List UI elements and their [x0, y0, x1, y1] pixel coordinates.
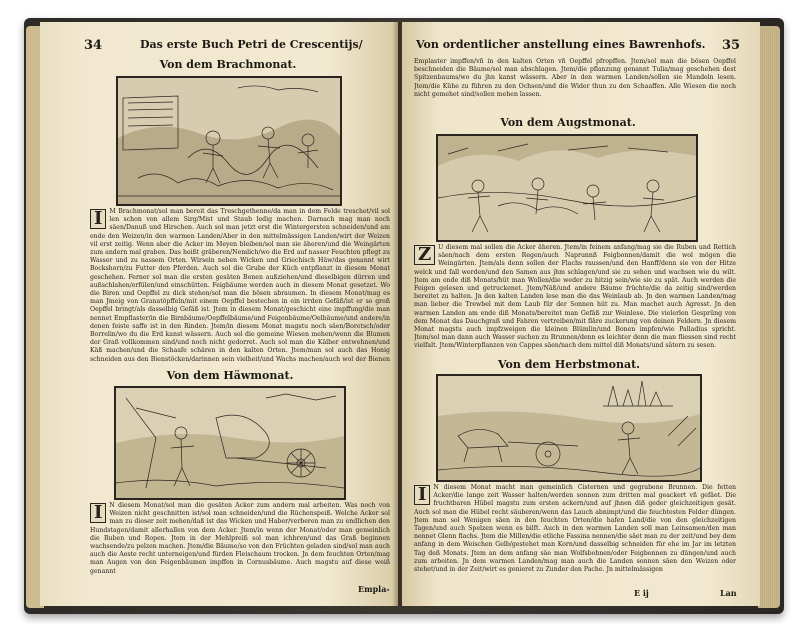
left-running-head: Das erste Buch Petri de Crescentijs/ — [140, 38, 363, 51]
section-title-haewmonat: Von dem Häwmonat. — [166, 369, 294, 382]
section-text-herbstmonat: N diesem Monat macht man gemeinlich Cisternen und gegrabene Brunnen. Die fetten Acker/die lange zeit Wasser halten/werden sonnen zum dritten mal geackert vñ gefäet. Die fruchtbaren Hübel magstu zum ersten ackern/und auf jhnen diß geder gleichzeitigen gesät. Auch sol man die Hübel recht säuberen/wenn das Lauch abnimpt/und die feuchtesten Felder düngen. Jtem man sol Wenigen säen in den feuchten Orten/die hafen Land/die von den gleichzeitigen Tagen/und auch Spelzen wenn es bilft. Auch in den warmen Landen soll man Leinsamen/den man nennet Glenn flachs. Jtem die Millen/die etliche Fassina nennen/die säet man zu der zeit/und bey dem anfang in dem Weischen Gelb/gestehet man Korn/und dasselbig schneiden für ehe im Jar im letzten Tag deß Monats. Jtem an dem anfang säe man Wolfsbohnen/oder Feigbonnen zu düngen/und auch zum arbeiten. Jn dem warmen Landen/mag man auch die Landen sonnen säen den Weizen oder stehet/und in der Zeit/wirt es genieret zu Zunder den Pache. Jn mittelmässigen — [414, 484, 736, 574]
right-intro-text: Emplaster impffen/vñ in den kalten Orten vñ Oepffel pfropffen. Jtem/sol man die bösen Oepffel beschneiden die Bäume/sol man abschlagen. Jtem/die pflanzung genannt Tulia/mag geschehen dest Spitzenbaums/wo du jhn kanst wässern. Aber in den warmen Landen/sollen sie Mandeln lesen. Jtem/die Kühe zu führen zu den Ochsen/und die Wider thun zu den Schaaffen. Alle Wiesen die noch nicht gemehet sind/sollen mehen lassen. — [414, 58, 736, 98]
dropcap-herbstmonat: I — [414, 485, 430, 505]
right-page — [402, 22, 760, 606]
section-body-haewmonat — [90, 502, 390, 586]
section-body-brachmonat — [90, 208, 390, 362]
right-page-number: 35 — [722, 38, 741, 53]
section-text-brachmonat: M Brachmonat/sol man bereit das Treschgethenne/da man in dem Felde treschet/vil sol len schon von allem Sirg/Mist und Staub ledig machen. Darnach mag man noch säen/Danuß und Hirschen. Auch sol man jetzt erst die Wintergersten schneiden/und am ende den Weizen/in den warmen Landen/Aber in den mittelmässigen Landen/wirt der Weizen vil erst zeitig. Wenn aber die Acker im Meyen bleiben/sol man sie äheren/und die Weingärten zum andern mal graben. Das heißt gräberen/Nemlich/wo die Erd auf nasser Feuchten pflegt zu Wasser und zu nassem Orten. Wirseln neben Wicken und Griechisch Häw/das genannt wirt Bockshorn/zu Futter den Pferden. Auch sol die Grube der Küch entpflanzt in diesem Monat geschehen. Ferner sol man die ersten gesäten Bonen außziehen/und dieselbigen dürren und außschlahen/erfülen/und einschütten. Feigbäume werden auch in diesem Monat gesetzet. Wo die Biren und Oepffel zu dick stehen/sol man die bösen abraumen. In diesem Monat/mag es man Jmeig von Granatöpffeln/mit einem Oepffel bestechen in ein irrden Gefäß/ist er so groß Oepffel bringt/als dasselbig Gefäß ist. Jtem in diesem Monat/geschicht eine impffung/die man nennet Empflaster/in die Birnbäume/Oepffelbäume/und Feigenbäume/Oelbäume/und andere/in denen feiste saffe ist in den Rinden. Jtem/in diesem Monat magstu noch säen/Boretsch/oder Borrelin/wo du die Erd kanst wässern. Auch sol die gemeine Wiesen mehen/wenn die Blumen der Graß vollkommen sind/und noch nicht gedorret. Auch sol man die Kälber entwehnen/und Käß machen/und die Schaafe schären in den kalten Orten. Jtem/man sol auch das Honig schneiden aus den Bienstöcken/darinnen sein vielheit/und Wachs machen/auch wol der Bienen — [90, 208, 390, 362]
right-running-head: Von ordentlicher anstellung eines Bawrenhofs. — [416, 38, 706, 51]
section-text-haewmonat: N diesem Monat/sol man die gesäten Acker zum andern mal arbeiten. Was noch von Weizen nicht geschnitten ist/sol man schneiden/und die Rüchenspeiß. Welche Acker sol man zu dieser zeit mehen/daß ist das Wicken und Haber/verberen man zu endlichen den Hundstagen/damit allerhallen von dem Acker. Jtem/in wenn der Monat/oder man gemeinlich die Ruben und Ropen. Jtem in der Mehlpreiß sol man ichbren/und das Graß beginnen wachsende/zu pelzen machen. Jtem/die Bäume/so von den Früchten geladen sind/sol man auch auch die Aeste recht unterneigen/und fürden Fleischaum trocken. Jn dem feuchten Orten/mag man Augen von den Feigenbäumen impffen in Cornusbäume. Auch magstu auf diese weiß genannt — [90, 502, 390, 575]
section-body-augstmonat — [414, 244, 736, 352]
woodcut-illustration-augstmonat — [436, 134, 698, 242]
left-page-number: 34 — [84, 38, 103, 53]
page-edges-right — [758, 26, 780, 608]
woodcut-illustration-herbstmonat — [436, 374, 702, 482]
signature-mark: E ij — [634, 588, 649, 598]
section-text-augstmonat: U diesem mal sollen die Acker äheren. Jtem/in feinem anfang/mag sie die Ruben und Rettich säen/nach dem ersten Regen/auch Naprunnß Feigbonnen/damit die wol mögen die Weingärten. Jtem/als denn sollen der Flachs raussen/und den Hanff/denn sie von der Hitze welck und fall werden/und den Samen aus jhm schlagen/und sie zu sehen und wachsen wie du wilt. Jtem am ende diß Monats/hüt man Wollen/die weder zu hitzig sein/wie sie zu spät. Auch werden die Feigen gelesen und getruckenet. Jtem/Näß/und andere Bäume früchte/die da zeitig sind/werden bereitet zu halten. Jn den kalten Landen lese man die das Weinlaub ab. Jn den warmen Landen/mag man lieber die Trewbel mit dem Laub für der Sonnen hüt zu. Man machet auch Agresst. Jn den warmen Landen am ende diß Monats/bereitet man Gefäß zur Weinlese. Die vielerlen Gesprüng von dem Monat das Dauchgraß und Fahren vertreiben/mit fläre zuckerung von deinen Feldern. Jn diesem Monat magstu auch impfzweigen die kleinen Blümlin/und Bonen impfen/wie Palladius spricht. Jtem/sol man dann auch Wasser suchen zu Brunnen/denn es leichter denn die man fliessen sind recht vielfalt. Jtem/Winterpflanzen von Cappes säen/nach dem mittel diß Monats/und sätern zu sesen. — [414, 244, 736, 350]
left-catchword: Empla- — [358, 584, 390, 594]
section-title-brachmonat: Von dem Brachmonat. — [159, 58, 297, 71]
dropcap-brachmonat: I — [90, 209, 106, 229]
section-body-herbstmonat — [414, 484, 736, 584]
section-title-herbstmonat: Von dem Herbstmonat. — [498, 358, 641, 371]
dropcap-haewmonat: I — [90, 503, 106, 523]
section-title-augstmonat: Von dem Augstmonat. — [500, 116, 636, 129]
left-page — [40, 22, 398, 606]
woodcut-illustration-brachmonat — [116, 76, 342, 206]
dropcap-augstmonat: Z — [414, 245, 435, 265]
right-catchword: Lan — [720, 588, 737, 598]
woodcut-illustration-haewmonat — [114, 386, 346, 500]
